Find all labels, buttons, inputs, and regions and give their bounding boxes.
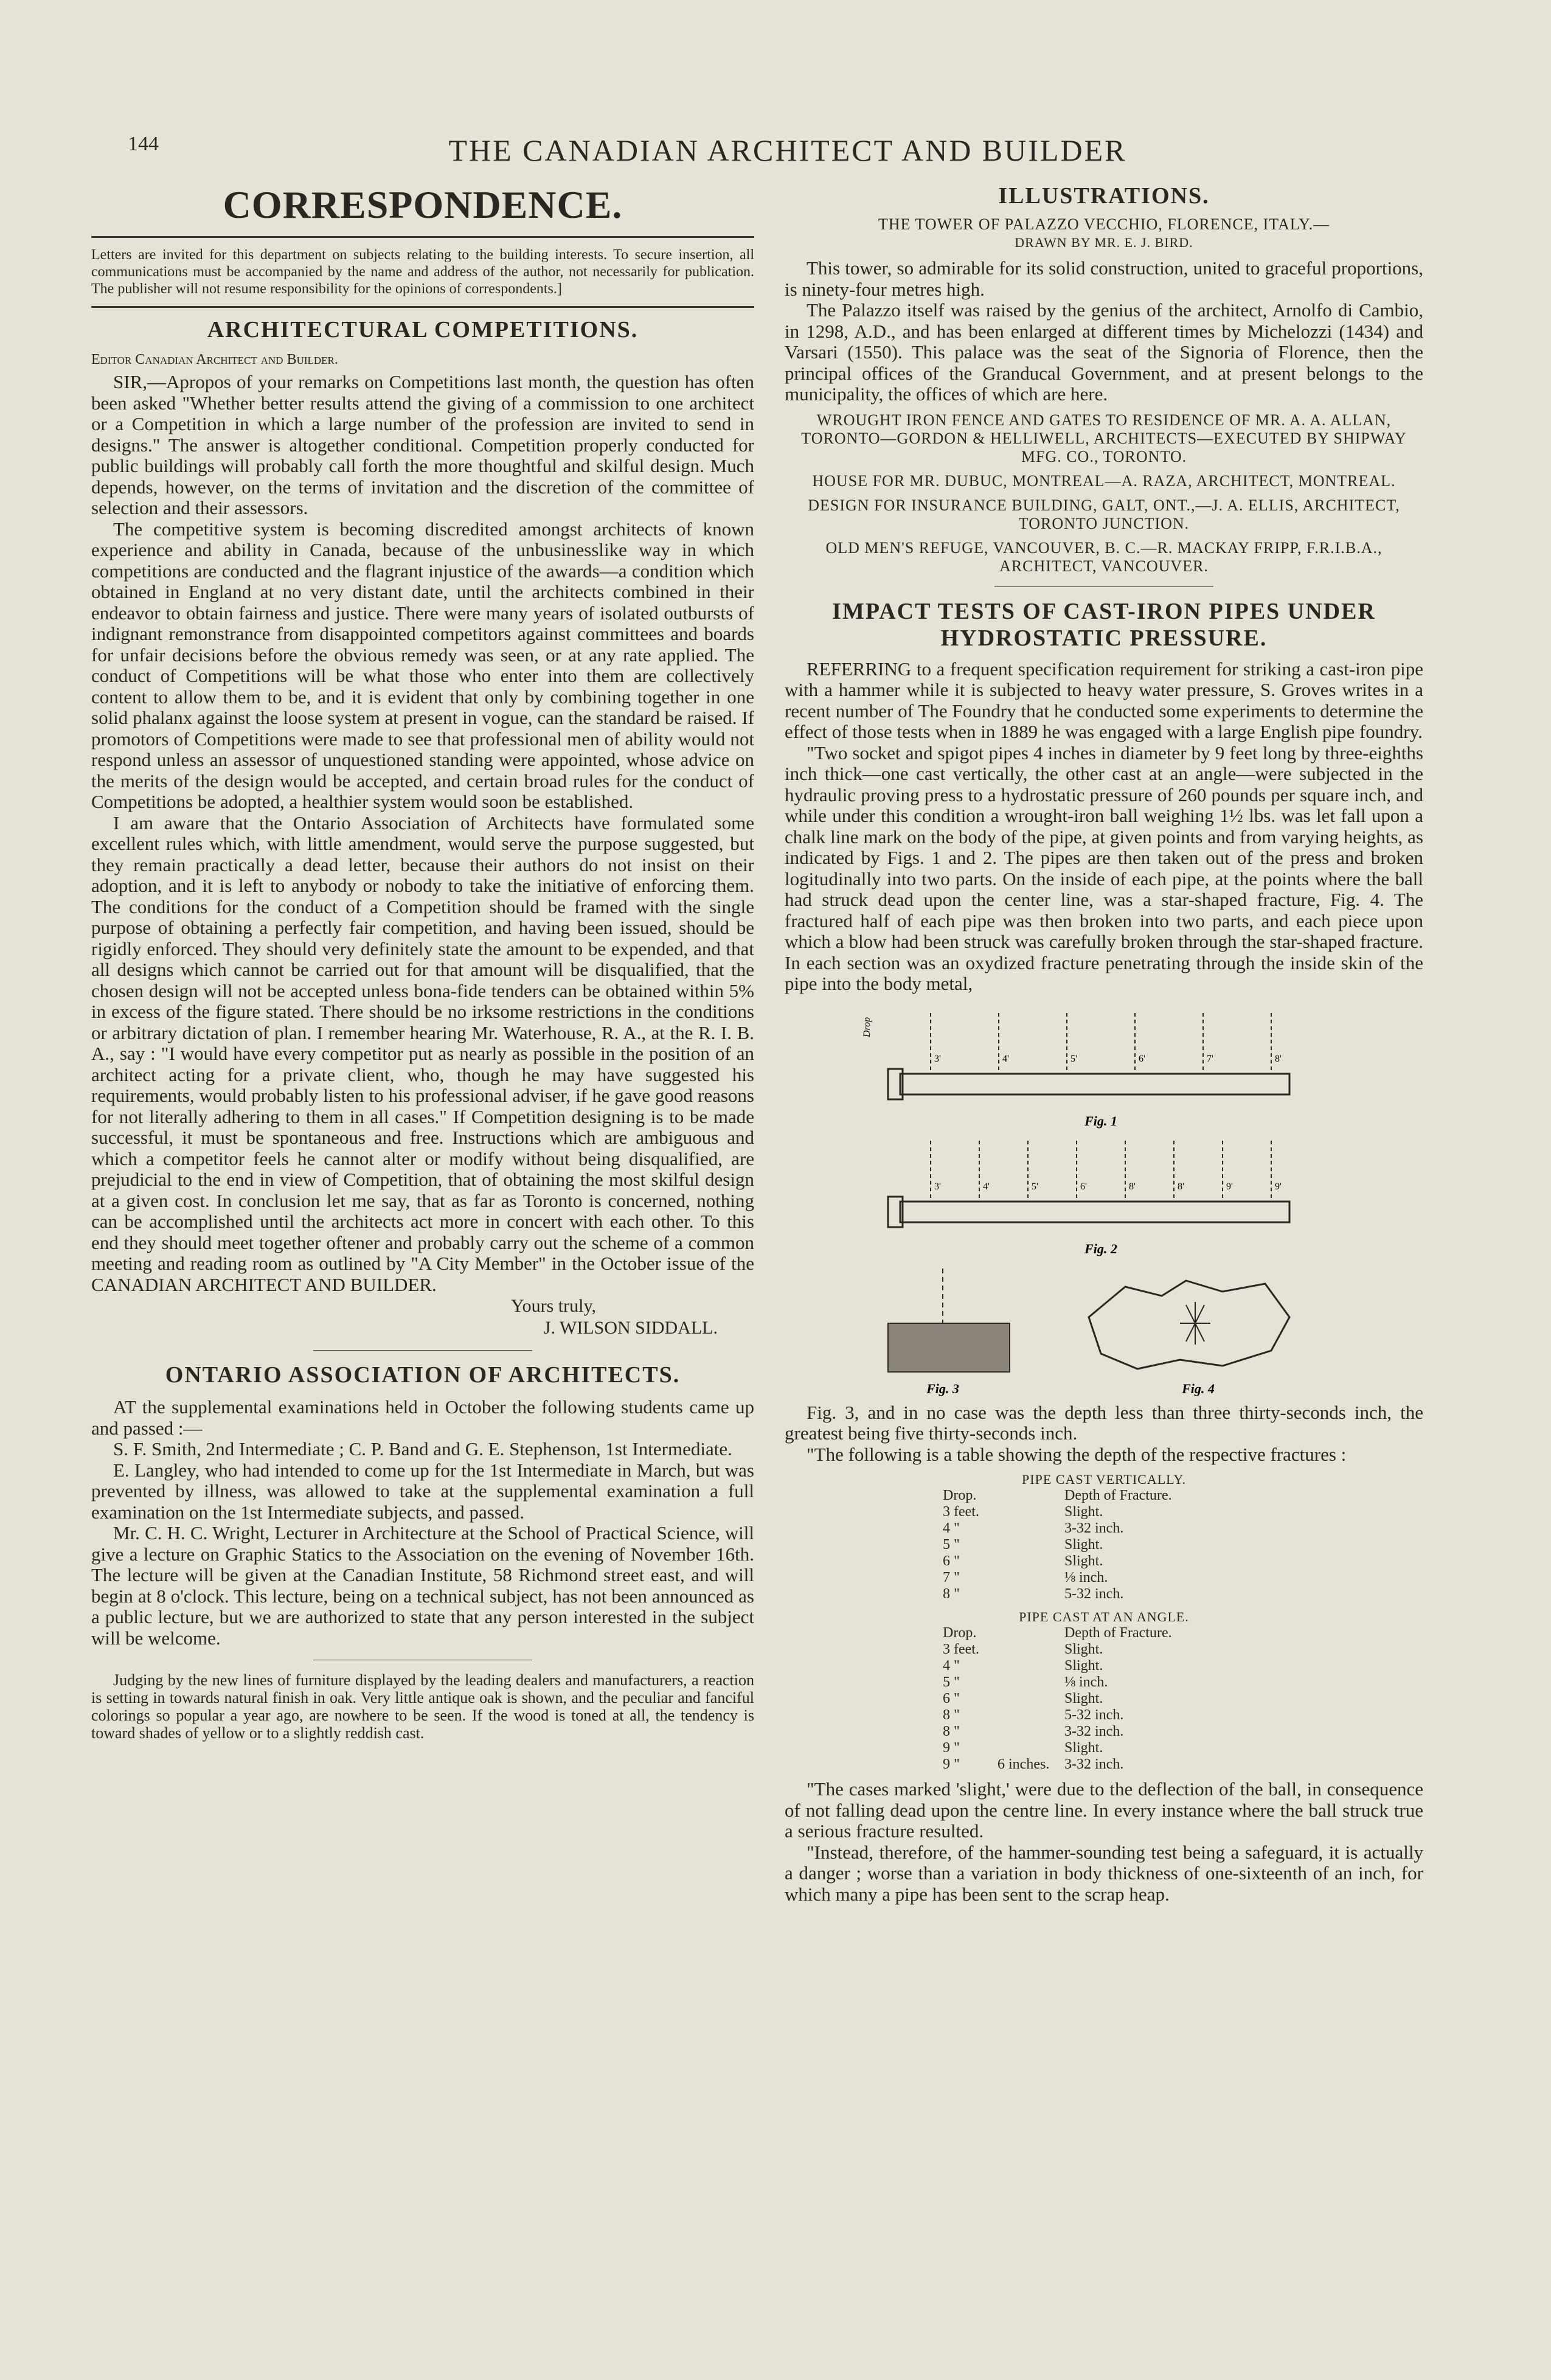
cell-depth: Slight.	[1064, 1641, 1103, 1657]
cell-depth: 5-32 inch.	[1064, 1586, 1124, 1602]
drop-height-label: 9'	[1275, 1181, 1282, 1192]
letter-signature: J. WILSON SIDDALL.	[543, 1318, 718, 1338]
illustration-item: HOUSE FOR MR. DUBUC, MONTREAL—A. RAZA, ARCHITECT, MONTREAL.	[812, 471, 1396, 490]
table-vertical-title: PIPE CAST VERTICALLY.	[1022, 1472, 1186, 1487]
col-drop: Drop.	[943, 1488, 977, 1503]
table-row	[785, 1707, 1423, 1724]
drop-height-label: 9'	[1226, 1181, 1233, 1192]
divider	[994, 586, 1213, 587]
table-row	[785, 1553, 1423, 1570]
table-row	[785, 1537, 1423, 1553]
cell-depth: ⅛ inch.	[1064, 1570, 1108, 1585]
cell-depth: Slight.	[1064, 1504, 1103, 1520]
table-row	[785, 1520, 1423, 1537]
pipe-figures	[785, 1001, 1423, 1402]
fig-1-pipe	[862, 1013, 1289, 1129]
impact-paragraph: "Two socket and spigot pipes 4 inches in diameter by 9 feet long by three-eighths inch thick—one cast vertically, the other cast at an angle—were subjected in the hydraulic proving press to a hydrostatic pressure of 260 pounds per square inch, and while under this condition a wrought-iron ball weighing 1½ lbs. was let fall upon a chalk line mark on the body of the pipe, at given points and from varying heights, as indicated by Figs. 1 and 2. The pipes are then taken out of the press and broken logitudinally into two parts. On the inside of each pipe, at the points where the ball had struck dead upon the center line, was a star-shaped fracture, Fig. 4. The fractured half of each pipe was then broken into two parts, and each piece upon which a blow had been struck was carefully broken through the star-shaped fracture. In each section was an oxydized fracture penetrating through the inside skin of the pipe into the body metal,	[785, 742, 1423, 994]
table-row	[785, 1756, 1423, 1773]
table-row	[785, 1691, 1423, 1707]
cell-depth: Slight.	[1064, 1553, 1103, 1569]
table-row	[785, 1724, 1423, 1740]
cell-depth: Slight.	[1064, 1691, 1103, 1707]
fig-3-caption: Fig. 3	[926, 1380, 959, 1396]
col-depth: Depth of Fracture.	[1064, 1488, 1172, 1503]
cell-extra	[998, 1674, 1064, 1691]
left-column	[91, 183, 754, 1742]
letter-closing: Yours truly,	[510, 1296, 596, 1316]
fig-2-caption: Fig. 2	[1084, 1240, 1117, 1256]
cell-extra	[998, 1553, 1064, 1570]
drop-height-label: 4'	[1002, 1053, 1009, 1064]
drop-height-label: 5'	[1032, 1181, 1038, 1192]
impact-title: IMPACT TESTS OF CAST-IRON PIPES UNDER HYDROSTATIC PRESSURE.	[832, 598, 1376, 651]
fig-2-pipe	[888, 1141, 1289, 1256]
drop-height-label: 4'	[983, 1181, 990, 1192]
cell-depth: 3-32 inch.	[1064, 1520, 1124, 1536]
palazzo-heading	[785, 215, 1423, 252]
drop-height-label: 3'	[934, 1181, 941, 1192]
cell-drop: 6 "	[943, 1553, 960, 1569]
cell-extra	[998, 1658, 1064, 1674]
cell-extra	[998, 1691, 1064, 1707]
col-drop: Drop.	[943, 1625, 977, 1641]
cell-depth: 3-32 inch.	[1064, 1724, 1124, 1739]
illustration-item: DESIGN FOR INSURANCE BUILDING, GALT, ONT.,—J. A. ELLIS, ARCHITECT, TORONTO JUNCTION.	[808, 496, 1400, 532]
cell-extra	[998, 1504, 1064, 1520]
oaa-paragraph: E. Langley, who had intended to come up for the 1st Intermediate in March, but was prevented by illness, was allowed to take at the supplemental examination a full examination on the 1st Intermediate subjects, and passed.	[91, 1459, 754, 1523]
right-column	[785, 183, 1423, 1905]
drop-height-label: 8'	[1129, 1181, 1136, 1192]
cell-extra	[998, 1570, 1064, 1586]
drop-height-label: 8'	[1275, 1053, 1282, 1064]
table-row	[785, 1740, 1423, 1756]
palazzo-head: THE TOWER OF PALAZZO VECCHIO, FLORENCE, ITALY.—	[878, 215, 1330, 233]
table-vertical-header	[785, 1488, 1423, 1504]
cell-drop: 8 "	[943, 1586, 960, 1602]
correspondence-title: CORRESPONDENCE.	[223, 183, 623, 226]
cell-depth: Slight.	[1064, 1658, 1103, 1674]
competitions-title: ARCHITECTURAL COMPETITIONS.	[207, 317, 639, 343]
furniture-note: Judging by the new lines of furniture displayed by the leading dealers and manufacturers, a reaction is setting in towards natural finish in oak. Very little antique oak is shown, and the peculiar and fanciful colorings so popular a year ago, are nowhere to be seen. If the wood is toned at all, the tendency is toward shades of yellow or to a slightly reddish cast.	[91, 1671, 754, 1742]
divider	[91, 306, 754, 308]
correspondence-note: Letters are invited for this department on subjects relating to the building interests. To secure insertion, all communications must be accompanied by the name and address of the author, not necessarily for publication. The publisher will not resume responsibility for the opinions of correspondents.]	[91, 247, 754, 297]
fig-3-section	[888, 1268, 1010, 1396]
drop-height-label: 6'	[1139, 1053, 1145, 1064]
cell-drop: 4 "	[943, 1520, 960, 1536]
cell-drop: 5 "	[943, 1537, 960, 1553]
table-row	[785, 1570, 1423, 1586]
cell-drop: 4 "	[943, 1658, 960, 1674]
cell-extra	[998, 1586, 1064, 1602]
table-angle-title: PIPE CAST AT AN ANGLE.	[1019, 1609, 1189, 1624]
cell-extra	[998, 1724, 1064, 1740]
cell-drop: 3 feet.	[943, 1641, 979, 1657]
page-number: 144	[128, 133, 159, 155]
cell-depth: ⅛ inch.	[1064, 1674, 1108, 1690]
fig-4-fracture	[1089, 1281, 1289, 1396]
cell-drop: 9 "	[943, 1740, 960, 1756]
table-row	[785, 1674, 1423, 1691]
competitions-paragraph: I am aware that the Ontario Association of Architects have formulated some excellent rules which, with little amendment, would serve the purpose suggested, but they remain practically a dead letter, because their authors do not insist on their adoption, and it is left to anybody or nobody to take the initiative of enforcing them. The conditions for the conduct of a Competition should be framed with the single purpose of obtaining a perfectly fair competition, and having been issued, should be rigidly enforced. They should very definitely state the amount to be expended, and that all designs which cannot be carried out for that amount will be disqualified, that the chosen design will not be accepted unless bona-fide tenders can be obtained within 5% in excess of the figure stated. There should be no irksome restrictions in the conditions or arbitrary dictation of plan. I remember hearing Mr. Waterhouse, R. A., at the R. I. B. A., say : "I would have every competitor put as nearly as possible in the position of an architect acting for a private client, who, though he may have suggested his requirements, would probably listen to his professional adviser, if he gave good reasons for not literally adhering to them in all cases." If Competition designing is to be made successful, it must be spontaneous and free. Instructions which are ambiguous and which a competitor feels he cannot alter or modify without being disqualified, are prejudicial to the end in view of Competition, that of obtaining the most skilful design at a given cost. In conclusion let me say, that as far as Toronto is concerned, nothing can be accomplished until the architects act more in concert with each other. To this end they should meet together oftener and probably carry out the scheme of a common meeting and reading room as outlined by "A City Member" in the October issue of the CANADIAN ARCHITECT AND BUILDER.	[91, 812, 754, 1295]
palazzo-sub: DRAWN BY MR. E. J. BIRD.	[1015, 235, 1193, 250]
competitions-paragraph: SIR,—Apropos of your remarks on Competitions last month, the question has often been asked "Whether better results attend the giving of a commission to one architect or a Competition in which a large number of the profession are invited to send in designs." The answer is altogether conditional. Competition properly conducted for public buildings will probably call forth the more thoughtful and skilful design. Much depends, however, on the terms of invitation and the discretion of the committee of selection and their assessors.	[91, 371, 754, 518]
col-depth: Depth of Fracture.	[1064, 1625, 1172, 1641]
divider	[313, 1350, 532, 1351]
cell-depth: Slight.	[1064, 1537, 1103, 1553]
table-vertical	[785, 1471, 1423, 1602]
cell-extra	[998, 1707, 1064, 1724]
fig-1-drop-label: Drop	[862, 1017, 872, 1037]
fig-1-caption: Fig. 1	[1084, 1113, 1117, 1129]
cell-drop: 8 "	[943, 1707, 960, 1723]
cell-depth: Slight.	[1064, 1740, 1103, 1756]
cell-extra	[998, 1740, 1064, 1756]
cell-extra	[998, 1641, 1064, 1658]
drop-height-label: 5'	[1070, 1053, 1077, 1064]
drop-height-label: 7'	[1207, 1053, 1213, 1064]
impact-paragraph: REFERRING to a frequent specification requirement for striking a cast-iron pipe with a hammer while it is subjected to heavy water pressure, S. Groves writes in a recent number of The Foundry that he conducted some experiments to determine the effect of those tests when in 1889 he was engaged with a large English pipe foundry.	[785, 658, 1423, 742]
page-header	[91, 133, 1484, 175]
cell-drop: 5 "	[943, 1674, 960, 1690]
drop-height-label: 6'	[1080, 1181, 1087, 1192]
drop-height-label: 8'	[1178, 1181, 1184, 1192]
cell-extra: 6 inches.	[998, 1756, 1050, 1772]
palazzo-paragraph: The Palazzo itself was raised by the genius of the architect, Arnolfo di Cambio, in 1298, A.D., and has been enlarged at different times by Michelozzi (1434) and Varsari (1550). This palace was the seat of the Signoria of Florence, then the principal offices of the Granducal Government, and at present belongs to the municipality, the offices of which are here.	[785, 299, 1423, 405]
drop-height-label: 3'	[934, 1053, 941, 1064]
oaa-paragraph: Mr. C. H. C. Wright, Lecturer in Architecture at the School of Practical Science, will give a lecture on Graphic Statics to the Association on the evening of November 16th. The lecture will be given at the Canadian Institute, 58 Richmond street east, and will begin at 8 o'clock. This lecture, being on a technical subject, has not been announced as a public lecture, but we are authorized to state that any person interested in the subject will be welcome.	[91, 1522, 754, 1649]
table-angle-header	[785, 1625, 1423, 1641]
fig-4-caption: Fig. 4	[1182, 1380, 1215, 1396]
oaa-paragraph: S. F. Smith, 2nd Intermediate ; C. P. Band and G. E. Stephenson, 1st Intermediate.	[113, 1438, 732, 1460]
editor-address: Editor Canadian Architect and Builder.	[91, 352, 338, 367]
cell-depth: 5-32 inch.	[1064, 1707, 1124, 1723]
impact-paragraph: "The cases marked 'slight,' were due to the deflection of the ball, in consequence of not falling dead upon the centre line. In every instance where the ball struck true a serious fracture resulted.	[785, 1778, 1423, 1842]
impact-paragraph: "Instead, therefore, of the hammer-sounding test being a safeguard, it is actually a danger ; worse than a variation in body thickness of one-sixteenth of an inch, for which many a pipe has been sent to the scrap heap.	[785, 1841, 1423, 1905]
cell-drop: 3 feet.	[943, 1504, 979, 1520]
illustrations-title: ILLUSTRATIONS.	[998, 183, 1210, 209]
oaa-paragraph: AT the supplemental examinations held in October the following students came up and passed :—	[91, 1396, 754, 1439]
impact-paragraph: Fig. 3, and in no case was the depth less than three thirty-seconds inch, the greatest being five thirty-seconds inch.	[785, 1401, 1423, 1444]
oaa-title: ONTARIO ASSOCIATION OF ARCHITECTS.	[165, 1362, 681, 1388]
illustration-item: WROUGHT IRON FENCE AND GATES TO RESIDENCE OF MR. A. A. ALLAN, TORONTO—GORDON & HELLIWELL, ARCHITECTS—EXECUTED BY SHIPWAY MFG. CO., TORONTO.	[801, 411, 1407, 465]
cell-drop: 6 "	[943, 1691, 960, 1707]
cell-drop: 8 "	[943, 1724, 960, 1739]
cell-drop: 7 "	[943, 1570, 960, 1585]
table-row	[785, 1658, 1423, 1674]
table-row	[785, 1586, 1423, 1602]
impact-paragraph: "The following is a table showing the depth of the respective fractures :	[807, 1443, 1347, 1465]
divider	[91, 236, 754, 238]
table-angle	[785, 1609, 1423, 1773]
cell-extra	[998, 1520, 1064, 1537]
table-row	[785, 1641, 1423, 1658]
cell-depth: 3-32 inch.	[1064, 1756, 1124, 1772]
cell-extra	[998, 1537, 1064, 1553]
cell-drop: 9 "	[943, 1756, 960, 1772]
running-head: THE CANADIAN ARCHITECT AND BUILDER	[448, 133, 1127, 167]
table-row	[785, 1504, 1423, 1520]
palazzo-paragraph: This tower, so admirable for its solid construction, united to graceful proportions, is ninety-four metres high.	[785, 257, 1423, 300]
competitions-paragraph: The competitive system is becoming discredited amongst architects of known experience and ability in Canada, because of the unbusinesslike way in which competitions are conducted and the flagrant injustice of the awards—a condition which obtained in England at no very distant date, until the architects combined in their endeavor to obtain fairness and justice. There were many years of isolated outbursts of indignant remonstrance from disappointed competitors against committees and boards for unfair decisions before the obvious remedy was seen, or at any rate applied. The conduct of Competitions will be what those who enter into them are collectively content to allow them to be, and it is evident that only by combining together in one solid phalanx against the loose system at present in vogue, can the standard be raised. If promotors of Competitions were made to see that professional men of ability would not respond unless an assessor of unquestioned standing were appointed, whose advice on the merits of the design would be accepted, and certain broad rules for the conduct of Competitions be adopted, a healthier system would soon be established.	[91, 518, 754, 812]
illustration-item: OLD MEN'S REFUGE, VANCOUVER, B. C.—R. MACKAY FRIPP, F.R.I.B.A., ARCHITECT, VANCOUVER.	[825, 538, 1383, 575]
